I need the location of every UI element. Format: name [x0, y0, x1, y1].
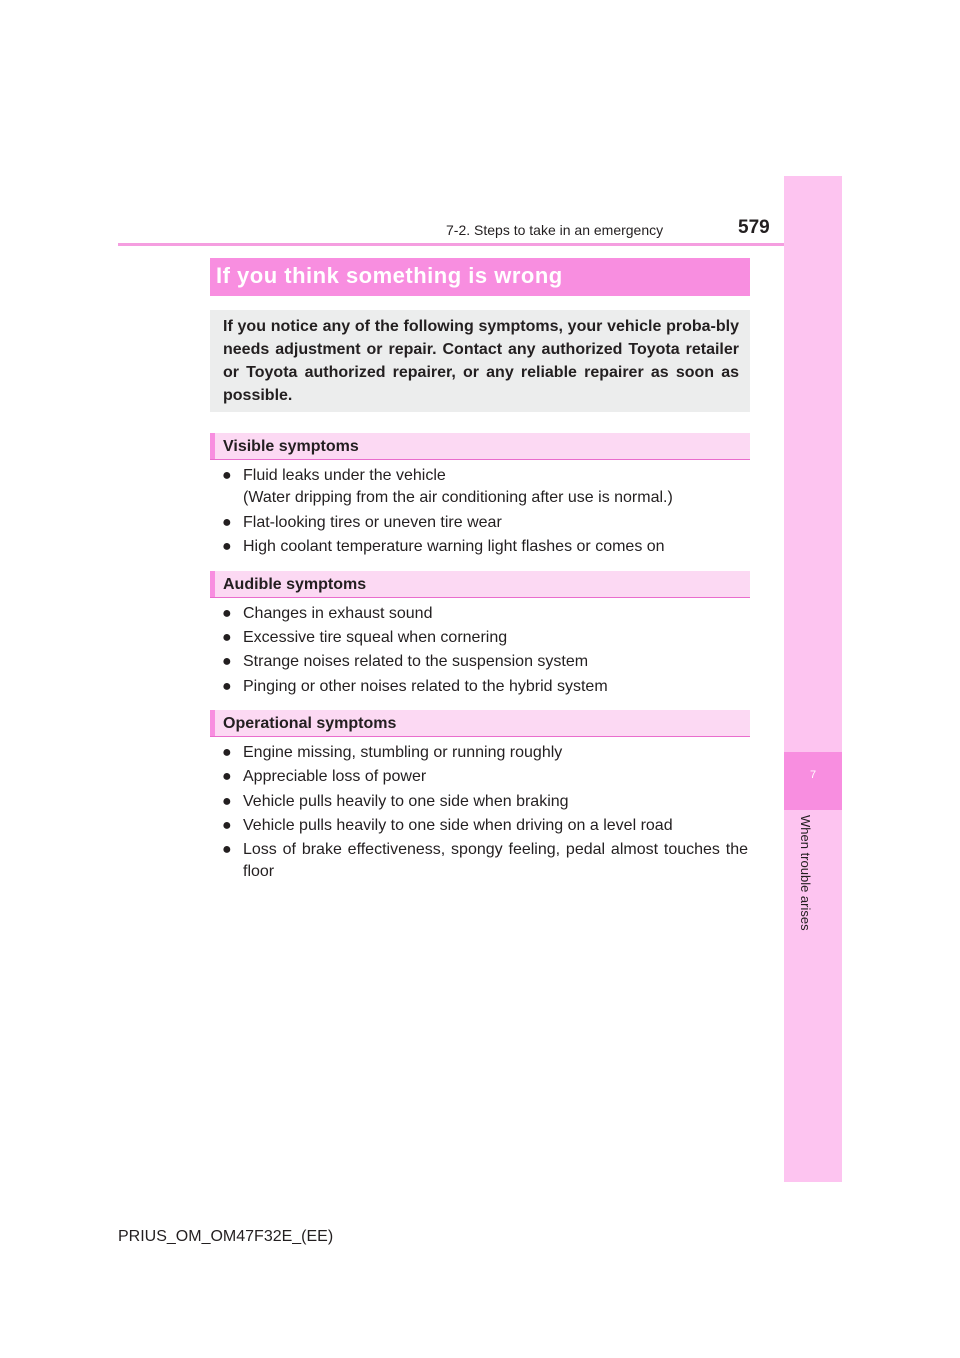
section-label: 7-2. Steps to take in an emergency	[446, 222, 664, 238]
list-item	[222, 676, 748, 698]
subhead-label: Audible symptoms	[223, 576, 367, 593]
document-code: PRIUS_OM_OM47F32E_(EE)	[118, 1228, 334, 1245]
audible-symptoms-heading	[210, 571, 750, 598]
subhead-label: Operational symptoms	[223, 715, 397, 732]
bullet-icon: ●	[222, 467, 232, 484]
bullet-icon: ●	[222, 768, 232, 785]
list-item	[222, 742, 748, 764]
list-item-text: Strange noises related to the suspension system	[243, 653, 589, 670]
bullet-icon: ●	[222, 678, 232, 695]
bullet-icon: ●	[222, 629, 232, 646]
header-rule	[118, 243, 842, 246]
bullet-icon: ●	[222, 538, 232, 555]
list-item-text: Pinging or other noises related to the hybrid system	[243, 678, 608, 695]
list-item-text: Engine missing, stumbling or running roughly	[243, 744, 563, 761]
list-item-text: Excessive tire squeal when cornering	[243, 629, 508, 646]
visible-symptoms-heading	[210, 433, 750, 460]
list-item-text: Vehicle pulls heavily to one side when braking	[243, 793, 569, 810]
list-item-text: Flat-looking tires or uneven tire wear	[243, 514, 502, 531]
page-number: 579	[738, 217, 770, 238]
bullet-icon: ●	[222, 744, 232, 761]
list-item	[222, 791, 748, 813]
bullet-icon: ●	[222, 841, 232, 858]
list-item-text: Vehicle pulls heavily to one side when driving on a level road	[243, 817, 673, 834]
page-title: If you think something is wrong	[216, 263, 563, 288]
list-item	[222, 839, 748, 883]
list-item	[222, 603, 748, 625]
bullet-icon: ●	[222, 817, 232, 834]
intro-text: If you notice any of the following symptoms, your vehicle proba-bly needs adjustment or repair. Contact any authorized Toyota retailer or Toyota authorized repairer, or any reliable repairer as soon as possible.	[223, 318, 739, 404]
list-item-note: (Water dripping from the air conditioning after use is normal.)	[243, 489, 673, 506]
chapter-side-tab	[784, 176, 842, 1182]
list-item	[222, 766, 748, 788]
list-item	[222, 465, 748, 509]
bullet-icon: ●	[222, 793, 232, 810]
list-item	[222, 815, 748, 837]
list-item	[222, 651, 748, 673]
bullet-icon: ●	[222, 514, 232, 531]
list-item-text: Changes in exhaust sound	[243, 605, 433, 622]
operational-symptoms-heading	[210, 710, 750, 737]
chapter-number: 7	[809, 769, 817, 781]
chapter-title: When trouble arises	[798, 815, 813, 931]
list-item-text: Loss of brake effectiveness, spongy feeling, pedal almost touches the floor	[243, 841, 748, 880]
bullet-icon: ●	[222, 605, 232, 622]
chapter-number-box	[784, 752, 842, 810]
intro-box	[210, 310, 750, 412]
list-item-text: Appreciable loss of power	[243, 768, 427, 785]
list-item	[222, 627, 748, 649]
subhead-label: Visible symptoms	[223, 438, 359, 455]
bullet-icon: ●	[222, 653, 232, 670]
list-item	[222, 536, 748, 558]
title-bar	[210, 258, 750, 296]
list-item-text: Fluid leaks under the vehicle	[243, 467, 446, 484]
list-item-text: High coolant temperature warning light flashes or comes on	[243, 538, 665, 555]
list-item	[222, 512, 748, 534]
